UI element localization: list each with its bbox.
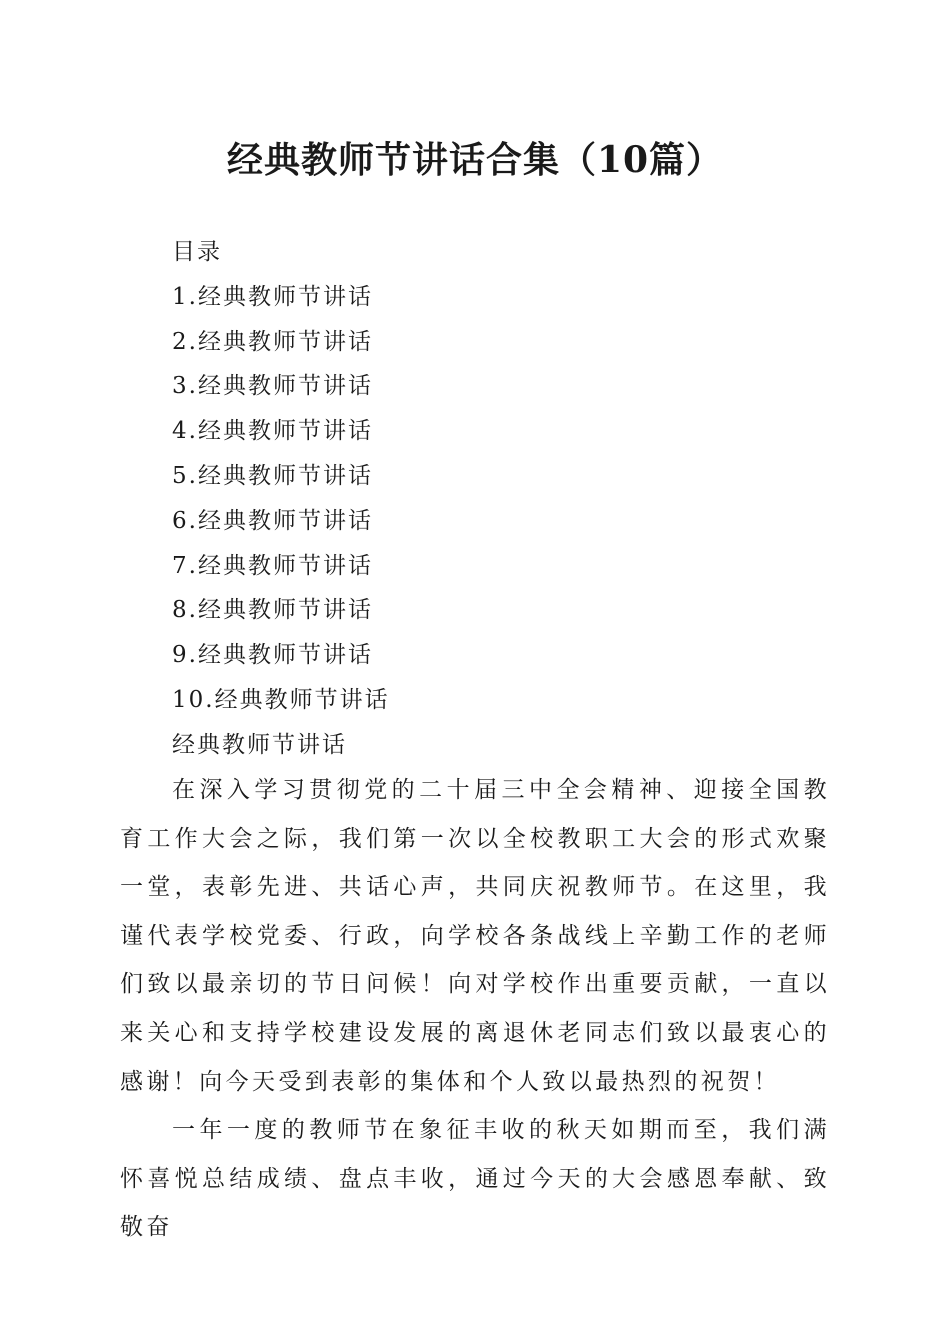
- toc-item: 10.经典教师节讲话: [172, 686, 390, 713]
- toc-item: 8.经典教师节讲话: [172, 597, 373, 624]
- table-of-contents: [172, 230, 390, 768]
- toc-item: 6.经典教师节讲话: [172, 507, 373, 534]
- toc-item: 9.经典教师节讲话: [172, 642, 373, 669]
- document-title: 经典教师节讲话合集（10篇）: [226, 139, 724, 181]
- toc-item: 7.经典教师节讲话: [172, 552, 373, 579]
- toc-item: 4.经典教师节讲话: [172, 418, 373, 445]
- section-heading: 经典教师节讲话: [172, 731, 347, 758]
- toc-heading: 目录: [172, 239, 222, 265]
- toc-item: 2.经典教师节讲话: [172, 328, 373, 355]
- toc-item: 1.经典教师节讲话: [172, 283, 373, 310]
- toc-item: 3.经典教师节讲话: [172, 373, 373, 400]
- toc-item: 5.经典教师节讲话: [172, 462, 373, 489]
- body-text: [120, 766, 830, 1252]
- body-paragraph: 在深入学习贯彻党的二十届三中全会精神、迎接全国教育工作大会之际，我们第一次以全校教职工大会的形式欢聚一堂，表彰先进、共话心声，共同庆祝教师节。在这里，我谨代表学校党委、行政，向学校各条战线上辛勤工作的老师们致以最亲切的节日问候！向对学校作出重要贡献，一直以来关心和支持学校建设发展的离退休老同志们致以最衷心的感谢！向今天受到表彰的集体和个人致以最热烈的祝贺！: [120, 777, 830, 1095]
- body-paragraph: 一年一度的教师节在象征丰收的秋天如期而至，我们满怀喜悦总结成绩、盘点丰收，通过今天的大会感恩奉献、致敬奋: [120, 1117, 830, 1241]
